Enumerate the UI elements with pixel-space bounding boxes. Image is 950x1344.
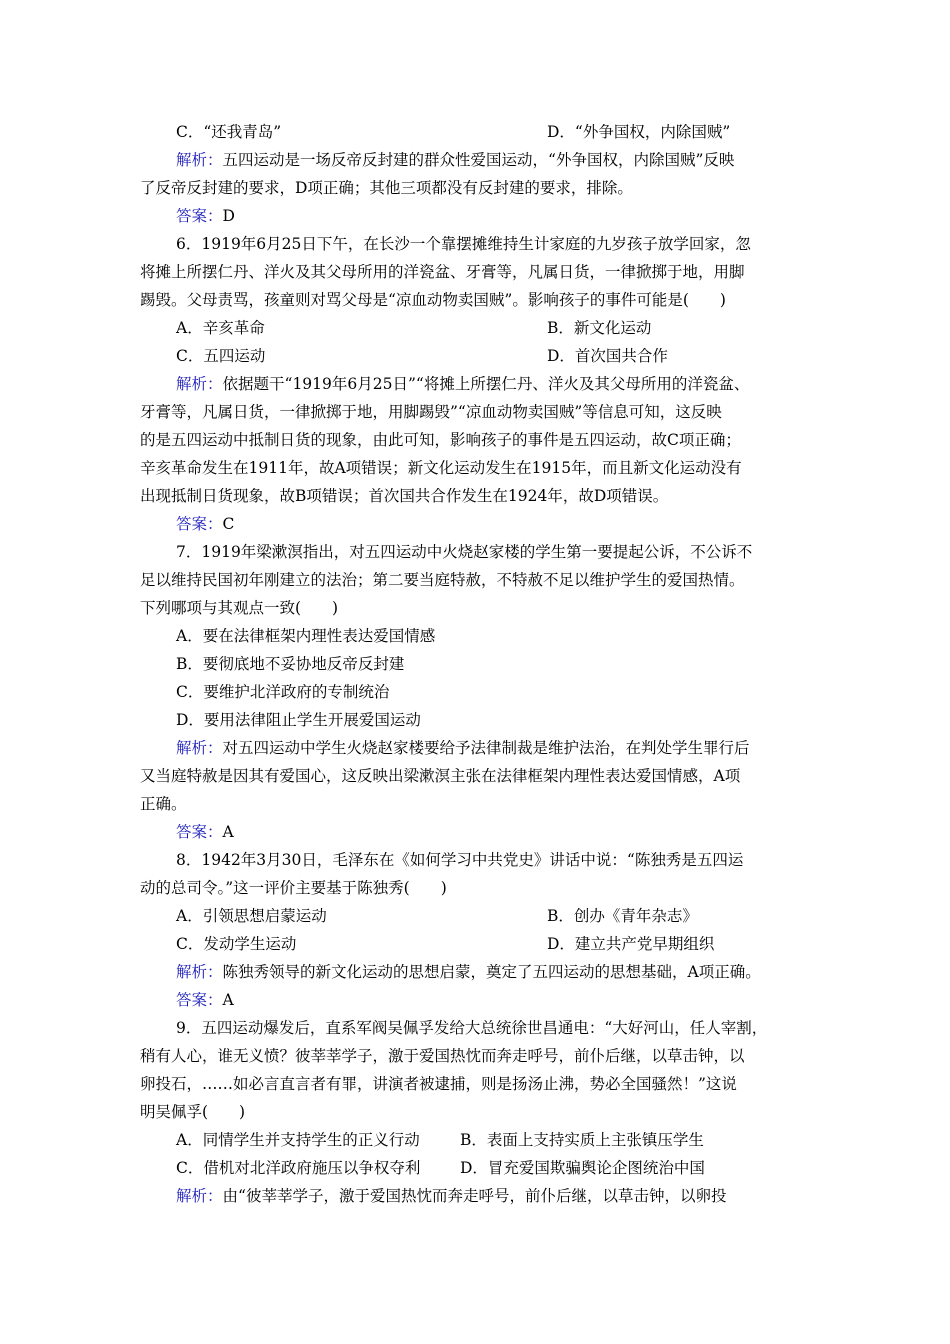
q8-answer-line [176, 986, 234, 1014]
q6-answer-line [176, 510, 234, 538]
analysis-label: 解析： [176, 151, 223, 169]
answer-value: D [222, 207, 235, 225]
q6-option-a: A．辛亥革命 [176, 319, 265, 337]
q6-analysis-line: 出现抵制日货现象，故B项错误；首次国共合作发生在1924年，故D项错误。 [140, 487, 669, 505]
q7-stem: 7．1919年梁漱溟指出，对五四运动中火烧赵家楼的学生第一要提起公诉，不公诉不 [176, 543, 753, 561]
q9-stem: 明吴佩孚( ) [140, 1103, 246, 1121]
q7-answer-line [176, 818, 234, 846]
analysis-label: 解析： [176, 375, 223, 393]
q5-analysis-line: 了反帝反封建的要求，D项正确；其他三项都没有反封建的要求，排除。 [140, 179, 633, 197]
analysis-label: 解析： [176, 1187, 223, 1205]
q6-analysis-line: 的是五四运动中抵制日货的现象，由此可知，影响孩子的事件是五四运动，故C项正确； [140, 431, 741, 449]
q7-stem: 下列哪项与其观点一致( ) [140, 599, 339, 617]
q8-option-c: C．发动学生运动 [176, 935, 297, 953]
q9-option-a: A．同情学生并支持学生的正义行动 [176, 1131, 420, 1149]
q6-analysis-line: 辛亥革命发生在1911年，故A项错误；新文化运动发生在1915年，而且新文化运动没有 [140, 459, 742, 477]
q9-option-c: C．借机对北洋政府施压以争权夺利 [176, 1159, 421, 1177]
q8-option-d: D．建立共产党早期组织 [547, 935, 715, 953]
q5-option-c: C．“还我青岛” [176, 123, 282, 141]
q6-stem: 将摊上所摆仁丹、洋火及其父母所用的洋瓷盆、牙膏等，凡属日货，一律掀掷于地，用脚 [140, 263, 745, 281]
q6-analysis-line [176, 370, 749, 398]
answer-label: 答案： [176, 207, 223, 225]
q7-option-b: B．要彻底地不妥协地反帝反封建 [176, 655, 405, 673]
q8-stem: 动的总司令。”这一评价主要基于陈独秀( ) [140, 879, 447, 897]
q7-stem: 足以维持民国初年刚建立的法治；第二要当庭特赦，不特赦不足以维护学生的爱国热情。 [140, 571, 745, 589]
answer-label: 答案： [176, 515, 223, 533]
q7-option-a: A．要在法律框架内理性表达爱国情感 [176, 627, 436, 645]
q5-analysis-line [176, 146, 734, 174]
q7-option-d: D．要用法律阻止学生开展爱国运动 [176, 711, 421, 729]
q5-option-d: D．“外争国权，内除国贼” [547, 123, 731, 141]
q8-option-b: B．创办《青年杂志》 [547, 907, 698, 925]
q8-analysis-line [176, 958, 761, 986]
analysis-text: 五四运动是一场反帝反封建的群众性爱国运动，“外争国权，内除国贼”反映 [222, 151, 735, 169]
q7-option-c: C．要维护北洋政府的专制统治 [176, 683, 390, 701]
q8-stem: 8．1942年3月30日，毛泽东在《如何学习中共党史》讲话中说：“陈独秀是五四运 [176, 851, 744, 869]
analysis-text: 对五四运动中学生火烧赵家楼要给予法律制裁是维护法治，在判处学生罪行后 [222, 739, 750, 757]
q5-answer-line [176, 202, 235, 230]
q9-stem: 9．五四运动爆发后，直系军阀吴佩孚发给大总统徐世昌通电：“大好河山，任人宰割， [176, 1019, 768, 1037]
q9-option-d: D．冒充爱国欺骗舆论企图统治中国 [460, 1159, 705, 1177]
answer-value: A [222, 991, 234, 1009]
q7-analysis-line: 正确。 [140, 795, 187, 813]
q8-option-a: A．引领思想启蒙运动 [176, 907, 327, 925]
q6-option-c: C．五四运动 [176, 347, 266, 365]
q7-analysis-line: 又当庭特赦是因其有爱国心，这反映出梁漱溟主张在法律框架内理性表达爱国情感，A项 [140, 767, 741, 785]
q6-option-b: B．新文化运动 [547, 319, 652, 337]
q6-option-d: D．首次国共合作 [547, 347, 668, 365]
q6-analysis-line: 牙膏等，凡属日货，一律掀掷于地，用脚踢毁”“凉血动物卖国贼”等信息可知，这反映 [140, 403, 722, 421]
analysis-text: 陈独秀领导的新文化运动的思想启蒙，奠定了五四运动的思想基础，A项正确。 [222, 963, 761, 981]
q6-stem: 6．1919年6月25日下午，在长沙一个靠摆摊维持生计家庭的九岁孩子放学回家，忽 [176, 235, 751, 253]
answer-value: A [222, 823, 234, 841]
q7-analysis-line [176, 734, 750, 762]
analysis-label: 解析： [176, 963, 223, 981]
analysis-text: 依据题干“1919年6月25日”“将摊上所摆仁丹、洋火及其父母所用的洋瓷盆、 [222, 375, 750, 393]
q9-option-b: B．表面上支持实质上主张镇压学生 [460, 1131, 704, 1149]
q6-stem: 踢毁。父母责骂，孩童则对骂父母是“凉血动物卖国贼”。影响孩子的事件可能是( ) [140, 291, 726, 309]
q9-stem: 稍有人心，谁无义愤？彼莘莘学子，激于爱国热忱而奔走呼号，前仆后继，以草击钟，以 [140, 1047, 745, 1065]
analysis-label: 解析： [176, 739, 223, 757]
q9-stem: 卵投石，……如必言直言者有罪，讲演者被逮捕，则是扬汤止沸，势必全国骚然！”这说 [140, 1075, 737, 1093]
answer-label: 答案： [176, 823, 223, 841]
analysis-text: 由“彼莘莘学子，激于爱国热忱而奔走呼号，前仆后继，以草击钟，以卵投 [222, 1187, 727, 1205]
q9-analysis-line [176, 1182, 726, 1210]
answer-value: C [222, 515, 235, 533]
answer-label: 答案： [176, 991, 223, 1009]
